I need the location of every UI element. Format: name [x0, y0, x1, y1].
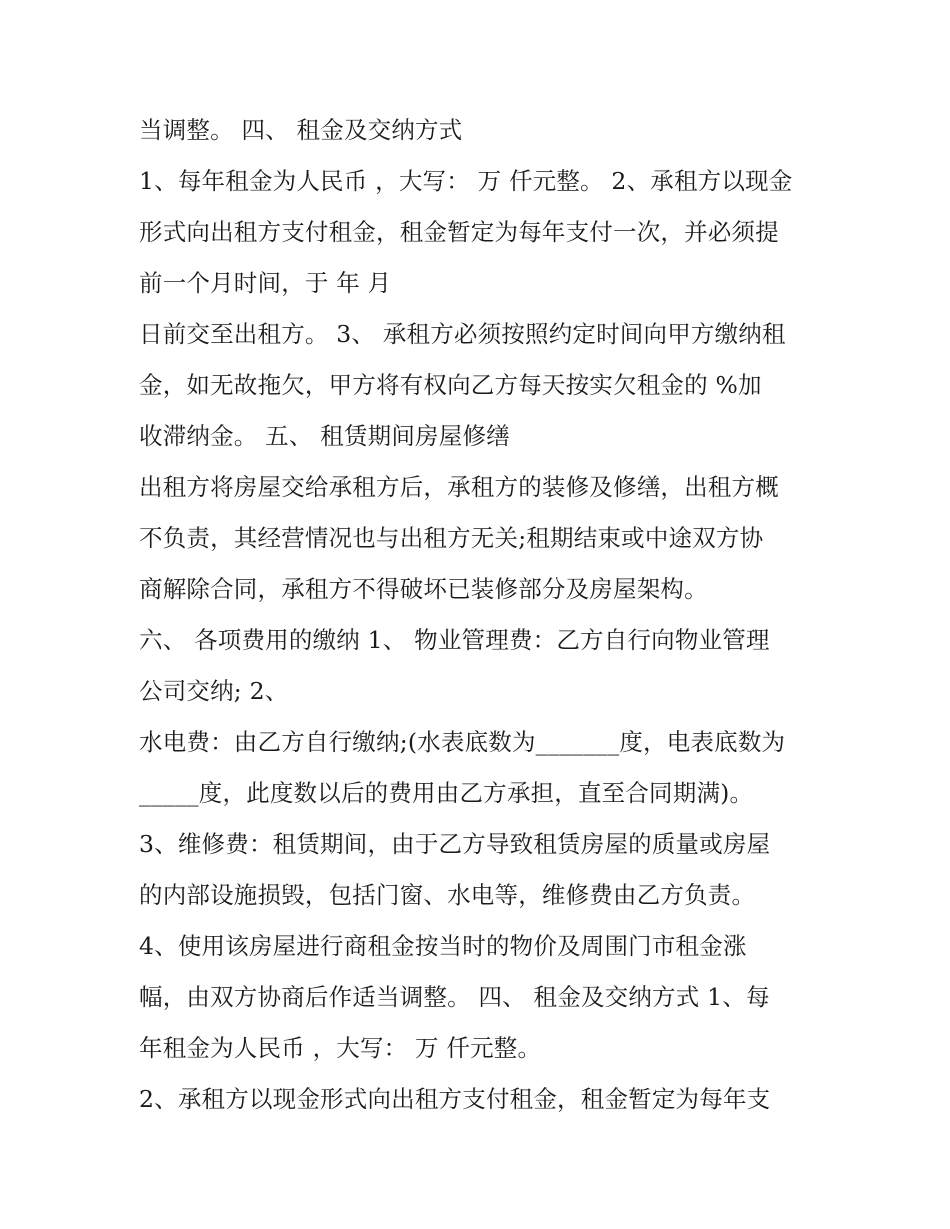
text-line: 幅，由双方协商后作适当调整。 四、 租金及交纳方式 1、每: [139, 983, 770, 1011]
text-line: 收滞纳金。 五、 租赁期间房屋修缮: [139, 422, 510, 450]
text-line: 不负责，其经营情况也与出租方无关;租期结束或中途双方协: [139, 524, 764, 552]
text-line: 3、维修费：租赁期间，由于乙方导致租赁房屋的质量或房屋: [139, 830, 771, 858]
text-line: 2、承租方以现金形式向出租方支付租金，租金暂定为每年支: [139, 1085, 771, 1113]
text-line: 商解除合同，承租方不得破坏已装修部分及房屋架构。: [139, 575, 708, 603]
text-line: 4、使用该房屋进行商租金按当时的物价及周围门市租金涨: [139, 932, 747, 960]
text-line: 公司交纳; 2、: [139, 677, 289, 705]
text-line: 的内部设施损毁，包括门窗、水电等，维修费由乙方负责。: [139, 881, 756, 909]
text-line: 出租方将房屋交给承租方后，承租方的装修及修缮，出租方概: [139, 473, 779, 501]
text-line: 当调整。 四、 租金及交纳方式: [139, 116, 463, 144]
text-line: 年租金为人民币 ，大写： 万 仟元整。: [139, 1034, 542, 1062]
text-line: 金，如无故拖欠，甲方将有权向乙方每天按实欠租金的 %加: [139, 371, 762, 399]
text-line: 六、 各项费用的缴纳 1、 物业管理费：乙方自行向物业管理: [139, 626, 770, 654]
text-line: 水电费：由乙方自行缴纳;(水表底数为_______度，电表底数为: [139, 728, 786, 756]
text-line: 前一个月时间，于 年 月: [139, 269, 392, 297]
text-line: _____度，此度数以后的费用由乙方承担，直至合同期满)。: [139, 779, 754, 807]
text-line: 日前交至出租方。 3、 承租方必须按照约定时间向甲方缴纳租: [139, 320, 786, 348]
document-body: [139, 108, 829, 1128]
text-line: 形式向出租方支付租金，租金暂定为每年支付一次，并必须提: [139, 218, 779, 246]
text-line: 1、每年租金为人民币 ，大写： 万 仟元整。 2、承租方以现金: [139, 167, 793, 195]
